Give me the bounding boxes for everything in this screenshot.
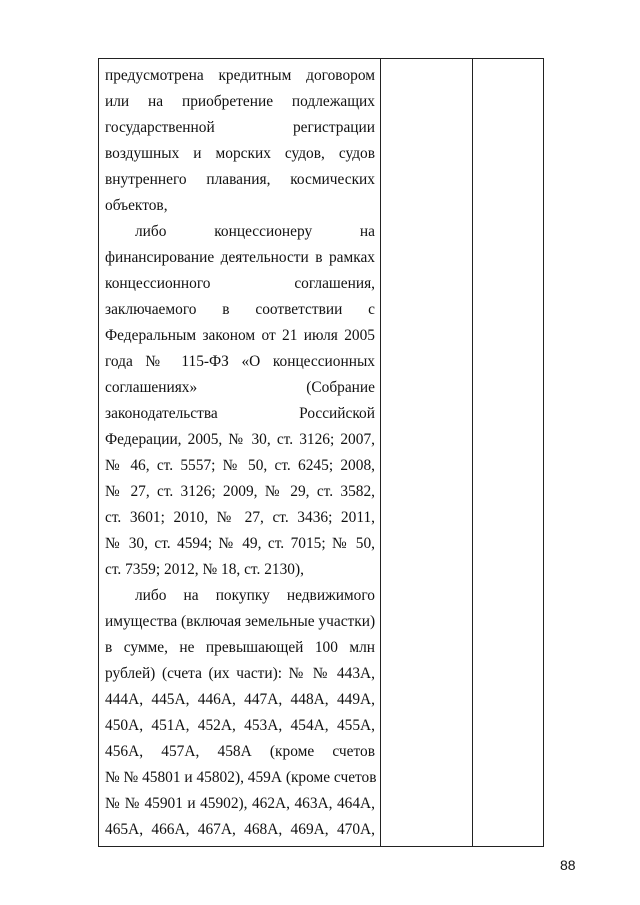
text-line: концессионного соглашения, bbox=[105, 275, 375, 292]
text-line: ст. 7359; 2012, № 18, ст. 2130), bbox=[105, 561, 304, 578]
text-line: либо концессионеру на bbox=[135, 223, 375, 240]
text-line: предусмотрена кредитным договором bbox=[105, 67, 375, 84]
text-line: ст. 3601; 2010, № 27, ст. 3436; 2011, bbox=[105, 509, 375, 526]
text-line: или на приобретение подлежащих bbox=[105, 93, 375, 110]
text-line: Федеральным законом от 21 июля 2005 bbox=[105, 327, 375, 344]
text-line: года № 115-ФЗ «О концессионных bbox=[105, 353, 375, 370]
text-line: объектов, bbox=[105, 197, 168, 214]
text-line: 450А, 451А, 452А, 453А, 454А, 455А, bbox=[105, 717, 375, 734]
text-line: № 27, ст. 3126; 2009, № 29, ст. 3582, bbox=[105, 483, 375, 500]
text-line: воздушных и морских судов, судов bbox=[105, 145, 375, 162]
text-line: № № 45801 и 45802), 459А (кроме счетов bbox=[105, 769, 377, 786]
text-line: № 46, ст. 5557; № 50, ст. 6245; 2008, bbox=[105, 457, 375, 474]
text-line: 465А, 466А, 467А, 468А, 469А, 470А, bbox=[105, 821, 375, 838]
text-line: 456А, 457А, 458А (кроме счетов bbox=[105, 743, 375, 760]
text-line: 444А, 445А, 446А, 447А, 448А, 449А, bbox=[105, 691, 375, 708]
text-line: в сумме, не превышающей 100 млн bbox=[105, 639, 375, 656]
text-line: внутреннего плавания, космических bbox=[105, 171, 375, 188]
text-line: соглашениях» (Собрание bbox=[105, 379, 375, 396]
text-line: либо на покупку недвижимого bbox=[135, 587, 375, 604]
text-line: № № 45901 и 45902), 462А, 463А, 464А, bbox=[105, 795, 375, 812]
text-line: Федерации, 2005, № 30, ст. 3126; 2007, bbox=[105, 431, 375, 448]
text-line: рублей) (счета (их части): № № 443А, bbox=[105, 665, 375, 682]
table-column-divider bbox=[472, 59, 473, 846]
text-line: заключаемого в соответствии с bbox=[105, 301, 375, 318]
document-table bbox=[98, 58, 544, 847]
table-column-divider bbox=[380, 59, 381, 846]
text-line: государственной регистрации bbox=[105, 119, 375, 136]
text-line: финансирование деятельности в рамках bbox=[105, 249, 375, 266]
text-line: законодательства Российской bbox=[105, 405, 375, 422]
table-cell-text bbox=[105, 63, 375, 843]
text-line: № 30, ст. 4594; № 49, ст. 7015; № 50, bbox=[105, 535, 375, 552]
page-number: 88 bbox=[560, 857, 576, 873]
text-line: имущества (включая земельные участки) bbox=[105, 613, 376, 630]
